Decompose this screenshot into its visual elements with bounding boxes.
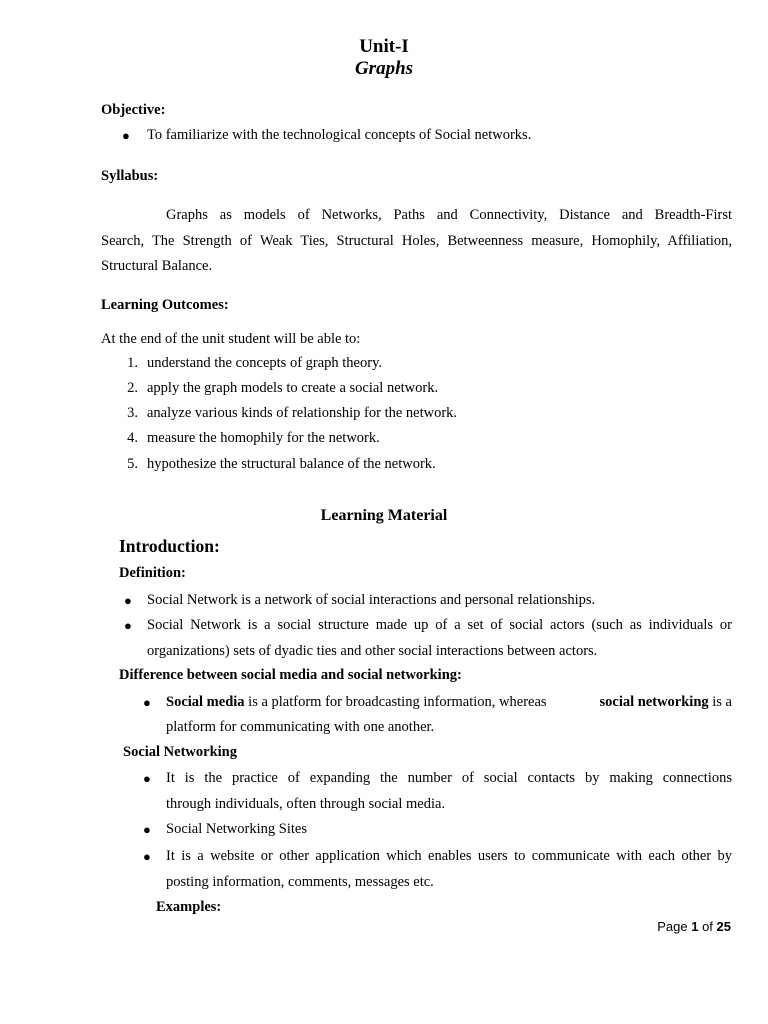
syllabus-line-3: Structural Balance. xyxy=(101,258,213,274)
bullet-icon: ● xyxy=(124,618,132,633)
syllabus-heading: Syllabus: xyxy=(101,168,159,184)
outcome-item: analyze various kinds of relationship for the network. xyxy=(147,405,458,421)
definition-heading: Definition: xyxy=(119,565,186,581)
bullet-icon: ● xyxy=(143,849,151,864)
outcome-number: 4. xyxy=(127,430,138,446)
difference-item-line-2: platform for communicating with one another. xyxy=(166,719,435,735)
bullet-icon: ● xyxy=(143,822,151,837)
outcomes-heading: Learning Outcomes: xyxy=(101,297,229,313)
unit-subtitle: Graphs xyxy=(354,58,414,79)
outcomes-intro: At the end of the unit student will be able to: xyxy=(101,331,361,347)
bullet-icon: ● xyxy=(124,593,132,608)
page-footer xyxy=(657,919,731,934)
bullet-icon: ● xyxy=(143,771,151,786)
difference-item-line-1 xyxy=(166,694,732,711)
social-networking-item-1-line-2: through individuals, often through social media. xyxy=(166,796,446,812)
term-social-media: Social media xyxy=(166,694,245,710)
difference-text-1: is a platform for broadcasting information, whereas xyxy=(244,694,547,710)
outcome-number: 2. xyxy=(127,380,138,396)
definition-item-2-line-2: organizations) sets of dyadic ties and other social interactions between actors. xyxy=(147,643,598,659)
page-total: 25 xyxy=(716,919,731,934)
outcome-item: hypothesize the structural balance of the network. xyxy=(147,456,436,472)
term-social-networking: social networking xyxy=(599,694,709,710)
outcome-item: understand the concepts of graph theory. xyxy=(147,355,383,371)
outcome-number: 3. xyxy=(127,405,138,421)
social-networking-heading: Social Networking xyxy=(123,744,237,760)
objective-item: To familiarize with the technological concepts of Social networks. xyxy=(147,127,532,143)
definition-item-2-line-1: Social Network is a social structure made up of a set of social actors (such as individuals or xyxy=(147,617,732,633)
unit-title: Unit-I xyxy=(359,36,409,57)
outcome-item: measure the homophily for the network. xyxy=(147,430,380,446)
definition-item-1: Social Network is a network of social interactions and personal relationships. xyxy=(147,592,596,608)
difference-text-2: is a xyxy=(708,694,732,710)
outcome-item: apply the graph models to create a social network. xyxy=(147,380,439,396)
bullet-icon: ● xyxy=(143,695,151,710)
syllabus-line-2: Search, The Strength of Weak Ties, Structural Holes, Betweenness measure, Homophily, Affiliation, xyxy=(101,233,732,249)
bullet-icon: ● xyxy=(122,128,130,143)
introduction-heading: Introduction: xyxy=(119,536,220,556)
page-word: Page xyxy=(657,919,692,934)
examples-heading: Examples: xyxy=(156,899,222,915)
page-number: 1 xyxy=(691,919,699,934)
learning-material-heading: Learning Material xyxy=(320,507,448,524)
objective-heading: Objective: xyxy=(101,102,166,118)
outcome-number: 1. xyxy=(127,355,138,371)
outcome-number: 5. xyxy=(127,456,138,472)
social-networking-item-1-line-1: It is the practice of expanding the number of social contacts by making connections xyxy=(166,770,732,786)
social-networking-item-2: Social Networking Sites xyxy=(166,821,307,837)
syllabus-line-1: Graphs as models of Networks, Paths and Connectivity, Distance and Breadth-First xyxy=(166,207,732,223)
of-word: of xyxy=(698,919,717,934)
social-networking-item-3-line-1: It is a website or other application which enables users to communicate with each other by xyxy=(166,848,732,864)
difference-heading: Difference between social media and social networking: xyxy=(119,667,462,683)
social-networking-item-3-line-2: posting information, comments, messages etc. xyxy=(166,874,434,890)
